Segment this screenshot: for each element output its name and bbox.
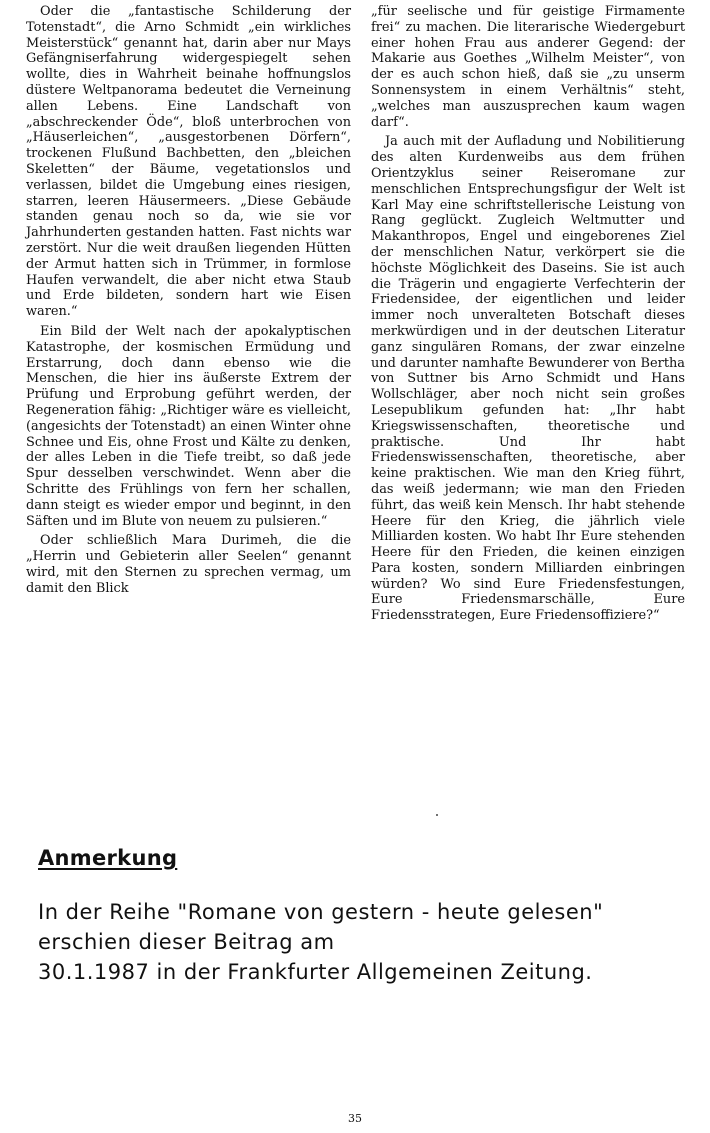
right-text-column: [371, 4, 685, 624]
note-heading: Anmerkung: [38, 846, 178, 870]
scan-speck: [436, 814, 438, 816]
left-text-column: [26, 4, 351, 596]
note-body: [38, 897, 698, 987]
right-paragraph-2: Ja auch mit der Aufladung und Nobilitierung des alten Kurdenweibs aus dem frühen Orientzyklus seiner Reiseromane zur menschlichen Entsprechungsfigur der Welt ist Karl May eine schriftstellerische Leistung von Rang geglückt. Zugleich Weltmutter und Makanthropos, Engel und eingeborenes Ziel der menschlichen Natur, verkörpert sie die höchste Möglichkeit des Daseins. Sie ist auch die Trägerin und engagierte Verfechterin der Friedensidee, der eigentlichen und leider immer noch unveralteten Botschaft dieses merkwürdigen und in der deutschen Literatur ganz singulären Romans, der zwar einzelne und darunter namhafte Bewunderer von Bertha von Suttner bis Arno Schmidt und Hans Wollschläger, aber noch nicht sein großes Lesepublikum gefunden hat: „Ihr habt Kriegswissenschaften, theoretische und praktische. Und Ihr habt Friedenswissenschaften, theoretische, aber keine praktischen. Wie man den Krieg führt, das weiß jedermann; wie man den Frieden führt, das weiß kein Mensch. Ihr habt stehende Heere für den Krieg, die jährlich viele Milliarden kosten. Wo habt Ihr Eure stehenden Heere für den Frieden, die keinen einzigen Para kosten, sondern Milliarden einbringen würden? Wo sind Eure Friedensfestungen, Eure Friedensmarschälle, Eure Friedensstrategen, Eure Friedensoffiziere?“: [371, 134, 685, 624]
page-number: 35: [348, 1112, 362, 1125]
left-paragraph-1: Oder die „fantastische Schilderung der Totenstadt“, die Arno Schmidt „ein wirkliches Meisterstück“ genannt hat, darin aber nur Mays Gefängniserfahrung widergespiegelt sehen wollte, dies in Wahrheit beinahe hoffnungslos düstere Weltpanorama bedeutet die Verneinung allen Lebens. Eine Landschaft von „abschreckender Öde“, bloß unterbrochen von „Häuserleichen“, „ausgestorbenen Dörfern“, trockenen Flußund Bachbetten, den „bleichen Skeletten“ der Bäume, vegetationslos und verlassen, bildet die Umgebung eines riesigen, starren, leeren Häusermeers. „Diese Gebäude standen genau noch so da, wie sie vor Jahrhunderten gestanden hatten. Fast nichts war zerstört. Nur die weit draußen liegenden Hütten der Armut hatten sich in Trümmer, in formlose Haufen verwandelt, die aber nicht etwa Staub und Erde bildeten, sondern hart wie Eisen waren.“: [26, 4, 351, 320]
note-line-1: In der Reihe "Romane von gestern - heute gelesen": [38, 900, 604, 924]
note-line-3: 30.1.1987 in der Frankfurter Allgemeinen Zeitung.: [38, 960, 593, 984]
left-paragraph-2: Ein Bild der Welt nach der apokalyptischen Katastrophe, der kosmischen Ermüdung und Erstarrung, doch dann ebenso wie die Menschen, die hier ins äußerste Extrem der Prüfung und Erprobung geführt werden, der Regeneration fähig: „Richtiger wäre es vielleicht, (angesichts der Totenstadt) an einen Winter ohne Schnee und Eis, ohne Frost und Kälte zu denken, der alles Leben in die Tiefe treibt, so daß jede Spur desselben verschwindet. Wenn aber die Schritte des Frühlings von fern her schallen, dann steigt es wieder empor und beginnt, in den Säften und im Blute von neuem zu pulsieren.“: [26, 323, 351, 529]
left-paragraph-3: Oder schließlich Mara Durimeh, die die „Herrin und Gebieterin aller Seelen“ genannt wird, mit den Sternen zu sprechen vermag, um damit den Blick: [26, 533, 351, 596]
right-paragraph-1: „für seelische und für geistige Firmamente frei“ zu machen. Die literarische Wiedergeburt einer hohen Frau aus anderer Gegend: der Makarie aus Goethes „Wilhelm Meister“, von der es auch schon hieß, daß sie „zu unserm Sonnensystem in einem Verhältnis“ steht, „welches man auszusprechen kaum wagen darf“.: [371, 4, 685, 130]
note-line-2: erschien dieser Beitrag am: [38, 930, 335, 954]
